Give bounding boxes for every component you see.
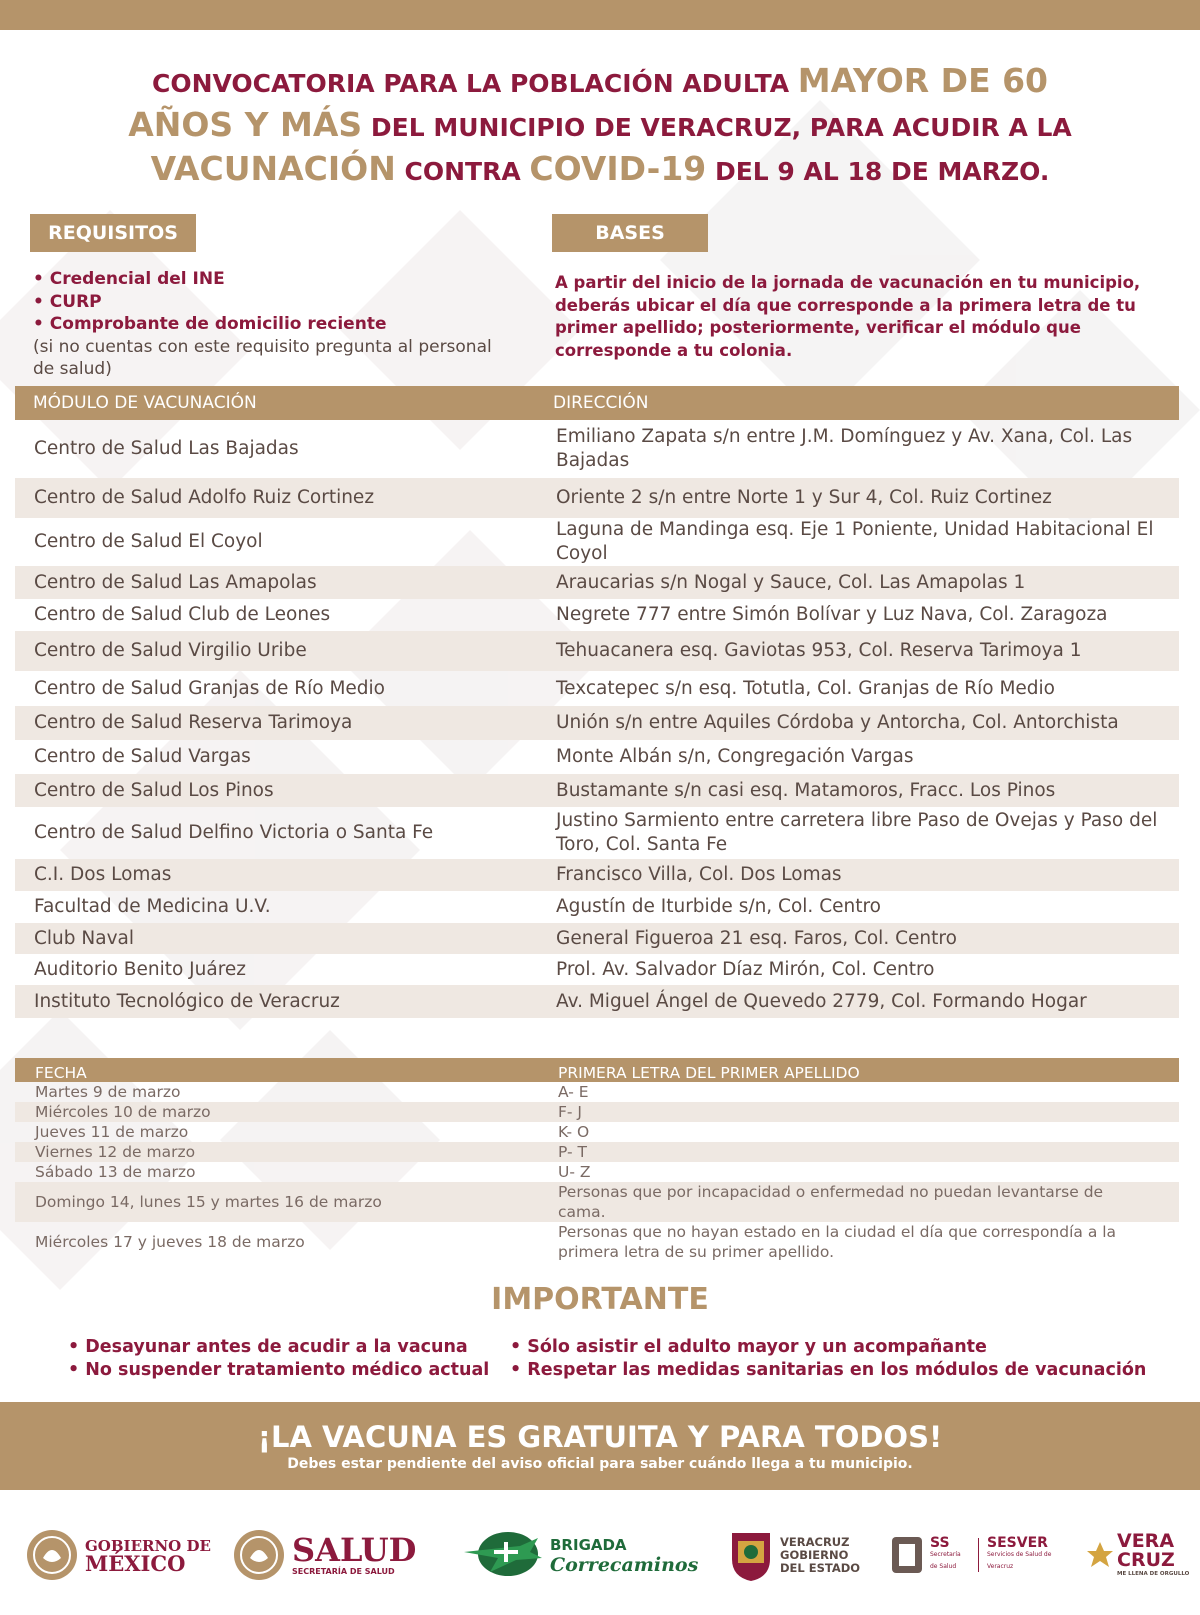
schedule-date: Miércoles 10 de marzo (35, 1103, 211, 1121)
module-address: Emiliano Zapata s/n entre J.M. Domínguez y Av. Xana, Col. Las Bajadas (556, 426, 1133, 471)
module-row (15, 954, 1179, 985)
schedule-letters: P- T (558, 1143, 587, 1161)
schedule-table (15, 1058, 1179, 1262)
module-name: Centro de Salud El Coyol (34, 531, 263, 552)
header-primera-letra: PRIMERA LETRA DEL PRIMER APELLIDO (558, 1064, 860, 1082)
module-row (15, 891, 1179, 923)
schedule-table-header (15, 1058, 1179, 1082)
requisitos-label: REQUISITOS (30, 214, 196, 252)
importante-item: • Respetar las medidas sanitarias en los módulos de vacunación (510, 1360, 1147, 1380)
requisito-ine: • Credencial del INE (33, 269, 225, 289)
schedule-date: Sábado 13 de marzo (35, 1163, 196, 1181)
free-vaccine-banner (0, 1402, 1200, 1490)
module-address: Unión s/n entre Aquiles Córdoba y Antorcha, Col. Antorchista (556, 712, 1119, 733)
module-row (15, 420, 1179, 478)
module-address: Laguna de Mandinga esq. Eje 1 Poniente, Unidad Habitacional El Coyol (556, 519, 1154, 564)
module-address: Araucarias s/n Nogal y Sauce, Col. Las Amapolas 1 (556, 571, 1026, 593)
module-row (15, 985, 1179, 1018)
module-address: Negrete 777 entre Simón Bolívar y Luz Nava, Col. Zaragoza (556, 604, 1108, 625)
module-row (15, 774, 1179, 807)
schedule-letters: U- Z (558, 1163, 591, 1181)
schedule-letters: F- J (558, 1103, 583, 1121)
logo-veracruz-orgullo: VERA CRUZ ME LLENA DE ORGULLO (1085, 1510, 1189, 1600)
schedule-date: Jueves 11 de marzo (35, 1123, 189, 1141)
requisito-curp: • CURP (33, 291, 102, 312)
logo-gobierno-mexico: GOBIERNO DE MÉXICO (25, 1510, 211, 1600)
importante-item: • Desayunar antes de acudir a la vacuna (68, 1337, 468, 1357)
header-modulo: MÓDULO DE VACUNACIÓN (33, 393, 257, 413)
schedule-date: Viernes 12 de marzo (35, 1143, 196, 1161)
banner-subtext: Debes estar pendiente del aviso oficial para saber cuándo llega a tu municipio. (287, 1456, 913, 1472)
mexico-seal-icon (25, 1528, 79, 1582)
module-row (15, 566, 1179, 599)
importante-title: IMPORTANTE (491, 1282, 709, 1317)
salud-seal-icon (232, 1528, 286, 1582)
module-address: Oriente 2 s/n entre Norte 1 y Sur 4, Col. Ruiz Cortinez (556, 487, 1052, 508)
module-address: Bustamante s/n casi esq. Matamoros, Fracc. Los Pinos (556, 779, 1056, 801)
module-name: Centro de Salud Granjas de Río Medio (34, 677, 385, 699)
schedule-letters: A- E (558, 1083, 589, 1101)
module-row (15, 706, 1179, 740)
module-address: Prol. Av. Salvador Díaz Mirón, Col. Centro (556, 958, 935, 980)
module-name: Instituto Tecnológico de Veracruz (34, 990, 340, 1012)
importante-item: • No suspender tratamiento médico actual (68, 1360, 490, 1380)
bases-label: BASES (552, 214, 708, 252)
module-name: Auditorio Benito Juárez (34, 958, 246, 980)
schedule-row (15, 1142, 1179, 1162)
importante-right-list (510, 1336, 1146, 1382)
module-address: Tehuacanera esq. Gaviotas 953, Col. Reserva Tarimoya 1 (556, 640, 1082, 661)
module-address: Francisco Villa, Col. Dos Lomas (556, 864, 842, 885)
importante-left-list (68, 1336, 489, 1382)
module-row (15, 807, 1179, 859)
module-row (15, 631, 1179, 671)
module-row (15, 740, 1179, 774)
logo-salud: SALUD SECRETARÍA DE SALUD (232, 1510, 416, 1600)
module-name: Centro de Salud Las Bajadas (34, 438, 299, 459)
modules-table (15, 386, 1179, 1018)
module-name: Centro de Salud Virgilio Uribe (34, 640, 307, 661)
module-name: Centro de Salud Vargas (34, 746, 251, 767)
correcaminos-icon (460, 1528, 546, 1582)
module-address: Justino Sarmiento entre carretera libre Paso de Ovejas y Paso del Toro, Col. Santa Fe (556, 810, 1158, 855)
module-row (15, 518, 1179, 566)
header-direccion: DIRECCIÓN (553, 393, 649, 413)
schedule-letters: Personas que por incapacidad o enfermedad no puedan levantarse de cama. (558, 1183, 1104, 1221)
modules-table-header (15, 386, 1179, 420)
schedule-letters: K- O (558, 1123, 590, 1141)
requisito-note: (si no cuentas con este requisito pregunta al personal de salud) (33, 336, 492, 379)
schedule-date: Miércoles 17 y jueves 18 de marzo (35, 1233, 305, 1251)
module-row (15, 923, 1179, 954)
module-name: Centro de Salud Delfino Victoria o Santa Fe (34, 822, 434, 843)
requisito-comprobante: • Comprobante de domicilio reciente (33, 314, 387, 334)
logo-ss-sesver: SS Secretaría de Salud SESVER Servicios de Salud de Veracruz (890, 1510, 1057, 1600)
module-address: Monte Albán s/n, Congregación Vargas (556, 746, 914, 767)
schedule-row (15, 1082, 1179, 1102)
module-address: Av. Miguel Ángel de Quevedo 2779, Col. Formando Hogar (556, 990, 1087, 1012)
schedule-row (15, 1162, 1179, 1182)
page-title: CONVOCATORIA PARA LA POBLACIÓN ADULTA MAYOR DE 60 AÑOS Y MÁS DEL MUNICIPIO DE VERACRUZ, PARA ACUDIR A LA VACUNACIÓN CONTRA COVID-19 DEL 9 AL 18 DE MARZO. (128, 61, 1072, 188)
logo-brigada-correcaminos: BRIGADA Correcaminos (460, 1510, 698, 1600)
schedule-date: Martes 9 de marzo (35, 1083, 181, 1101)
veracruz-shield-icon (728, 1527, 774, 1583)
header-fecha: FECHA (35, 1064, 87, 1082)
schedule-row (15, 1122, 1179, 1142)
logo-veracruz-gobierno: VERACRUZ GOBIERNO DEL ESTADO (728, 1510, 860, 1600)
ss-emblem-icon (890, 1535, 924, 1575)
bases-text: A partir del inicio de la jornada de vacunación en tu municipio, deberás ubicar el día que corresponde a la primera letra de tu primer apellido; posteriormente, verificar el módulo que corresponde a tu colonia. (555, 273, 1141, 360)
module-name: Centro de Salud Club de Leones (34, 604, 331, 625)
module-name: Club Naval (34, 927, 135, 949)
module-address: Texcatepec s/n esq. Totutla, Col. Granjas de Río Medio (556, 677, 1055, 699)
schedule-letters: Personas que no hayan estado en la ciudad el día que correspondía a la primera letra de su primer apellido. (558, 1223, 1117, 1261)
requisitos-list (33, 268, 493, 381)
module-name: C.I. Dos Lomas (34, 864, 172, 885)
schedule-row (15, 1102, 1179, 1122)
module-row (15, 478, 1179, 518)
module-name: Centro de Salud Los Pinos (34, 779, 274, 801)
module-row (15, 859, 1179, 891)
module-name: Centro de Salud Las Amapolas (34, 571, 317, 593)
banner-headline: ¡LA VACUNA ES GRATUITA Y PARA TODOS! (257, 1420, 943, 1454)
schedule-row (15, 1182, 1179, 1222)
schedule-row (15, 1222, 1179, 1262)
module-address: Agustín de Iturbide s/n, Col. Centro (556, 896, 881, 917)
module-name: Centro de Salud Reserva Tarimoya (34, 712, 353, 733)
module-address: General Figueroa 21 esq. Faros, Col. Centro (556, 927, 957, 949)
module-name: Facultad de Medicina U.V. (34, 896, 271, 917)
module-name: Centro de Salud Adolfo Ruiz Cortinez (34, 487, 375, 508)
module-row (15, 599, 1179, 631)
schedule-date: Domingo 14, lunes 15 y martes 16 de marzo (35, 1193, 382, 1211)
veracruz-star-icon (1085, 1540, 1115, 1570)
module-row (15, 671, 1179, 706)
importante-item: • Sólo asistir el adulto mayor y un acompañante (510, 1337, 987, 1357)
logos-footer (0, 1510, 1200, 1600)
